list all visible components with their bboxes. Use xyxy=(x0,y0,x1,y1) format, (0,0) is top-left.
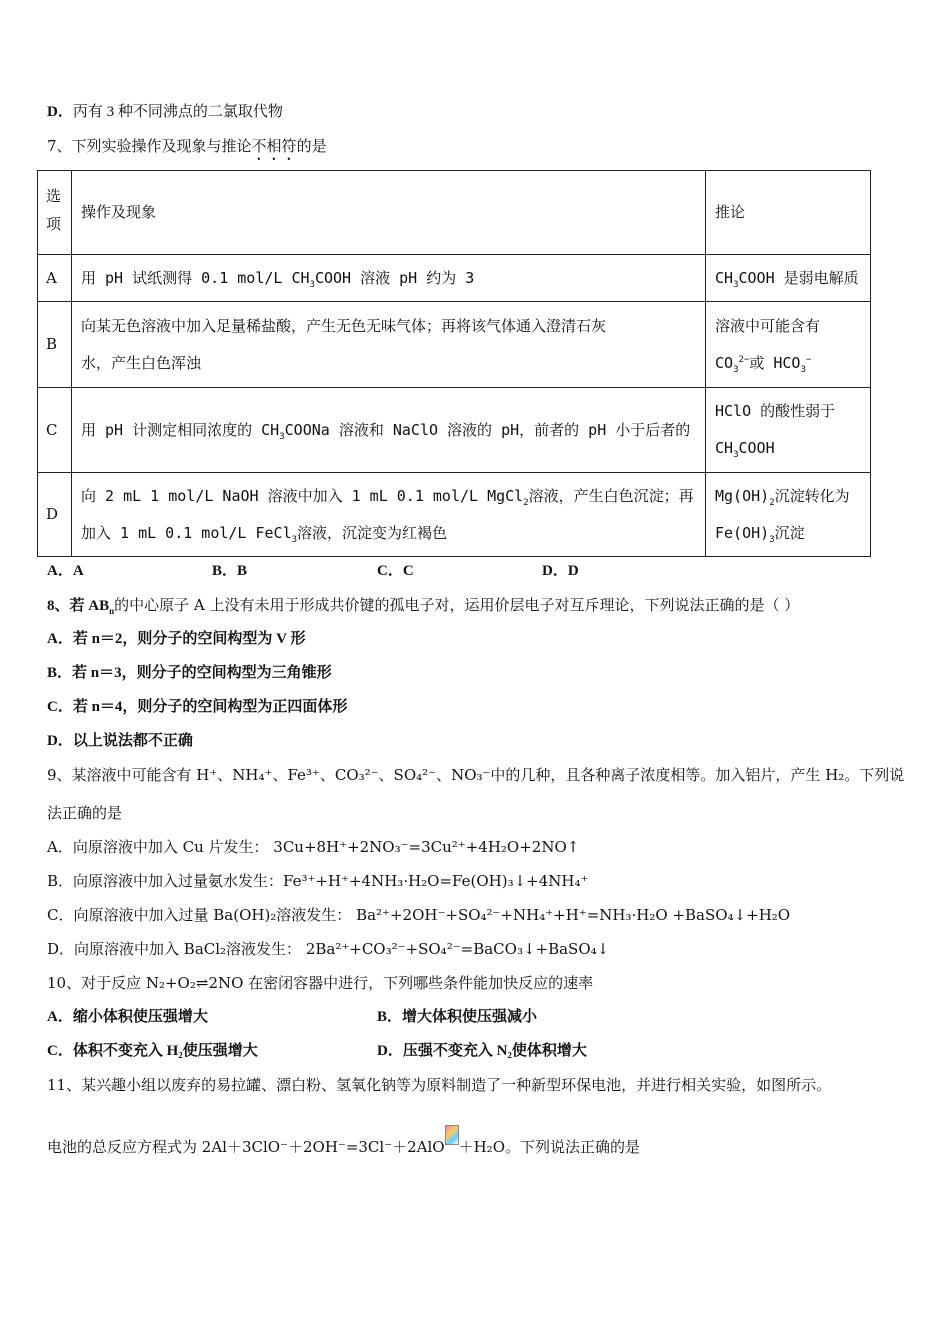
q10-option-a: A．缩小体积使压强增大 xyxy=(47,1009,208,1025)
table-row: B 向某无色溶液中加入足量稀盐酸，产生无色无味气体；再将该气体通入澄清石灰 水，产生白色浑浊 溶液中可能含有 $CO_3^{2-}$或 $HCO_3^-$ xyxy=(38,302,871,388)
table-header-row xyxy=(38,171,871,255)
header-operation: 操作及现象 xyxy=(72,171,706,255)
q8-stem: 8、若 $AB_n$的中心原子 A 上没有未用于形成共价键的孤电子对，运用价层电子对互斥理论，下列说法正确的是（ ） xyxy=(47,596,800,616)
q8-option-a: A．若 n＝2，则分子的空间构型为 V 形 xyxy=(47,631,306,647)
q6-option-d: D．丙有 3 种不同沸点的二氯取代物 xyxy=(47,104,283,120)
q9-stem-line2: 法正确的是 xyxy=(47,804,123,822)
broken-image-icon xyxy=(445,1125,459,1145)
q8-option-c: C．若 n＝4，则分子的空间构型为正四面体形 xyxy=(47,699,348,715)
q9-option-a: A．向原溶液中加入 Cu 片发生： 3Cu+8H⁺+2NO₃⁻=3Cu²⁺+4H₂O+2NO↑ xyxy=(47,838,580,856)
q7-choice-b: B．B xyxy=(212,563,248,579)
header-option: 选项 xyxy=(38,171,72,255)
q7-choice-d: D．D xyxy=(542,563,579,579)
q10-option-d: D．压强不变充入 N₂使体积增大 xyxy=(377,1043,587,1059)
table-row: A 用 pH 试纸测得 0.1 mol/L $CH_3COOH$ 溶液 pH 约为 3 $CH_3COOH$ 是弱电解质 xyxy=(38,255,871,302)
q10-stem: 10、对于反应 N₂+O₂⇌2NO 在密闭容器中进行，下列哪些条件能加快反应的速率 xyxy=(47,974,594,992)
table-row: D 向 2 mL 1 mol/L NaOH 溶液中加入 1 mL 0.1 mol/L MgCl$_2$溶液，产生白色沉淀；再 加入 1 mL 0.1 mol/L FeCl$_3$溶液，沉淀变为红褐色 $Mg(OH)_2$沉淀转化为 $Fe(OH)_3$沉淀 xyxy=(38,473,871,557)
table-row: C 用 pH 计测定相同浓度的 $CH_3COONa$ 溶液和 NaClO 溶液的 pH，前者的 pH 小于后者的 HClO 的酸性弱于 $CH_3COOH$ xyxy=(38,388,871,473)
q9-option-b: B．向原溶液中加入过量氨水发生：Fe³⁺+H⁺+4NH₃·H₂O=Fe(OH)₃↓+4NH₄⁺ xyxy=(47,872,589,890)
q8-option-b: B．若 n＝3，则分子的空间构型为三角锥形 xyxy=(47,665,332,681)
q9-option-d: D．向原溶液中加入 BaCl₂溶液发生： 2Ba²⁺+CO₃²⁻+SO₄²⁻=BaCO₃↓+BaSO₄↓ xyxy=(47,940,610,958)
q8-option-d: D．以上说法都不正确 xyxy=(47,733,193,749)
q10-option-b: B．增大体积使压强减小 xyxy=(377,1009,538,1025)
header-inference: 推论 xyxy=(706,171,871,255)
q9-option-c: C．向原溶液中加入过量 Ba(OH)₂溶液发生： Ba²⁺+2OH⁻+SO₄²⁻+NH₄⁺+H⁺=NH₃·H₂O +BaSO₄↓+H₂O xyxy=(47,906,791,924)
q11-stem-line2: 电池的总反应方程式为 2Al＋3ClO⁻＋2OH⁻=3Cl⁻＋2AlO ＋H₂O。下列说法正确的是 xyxy=(47,1137,640,1157)
q10-option-c: C．体积不变充入 H₂使压强增大 xyxy=(47,1043,258,1059)
q11-stem-line1: 11、某兴趣小组以废弃的易拉罐、漂白粉、氢氧化钠等为原料制造了一种新型环保电池，并进行相关实验，如图所示。 xyxy=(47,1076,832,1094)
q7-stem: 7、下列实验操作及现象与推论不相符的是 xyxy=(47,137,327,155)
q7-choice-c: C．C xyxy=(377,563,414,579)
q9-stem-line1: 9、某溶液中可能含有 H⁺、NH₄⁺、Fe³⁺、CO₃²⁻、SO₄²⁻、NO₃⁻中的几种，且各种离子浓度相等。加入铝片，产生 H₂。下列说 xyxy=(47,766,905,784)
q7-choice-a: A．A xyxy=(47,563,84,579)
q7-table xyxy=(37,170,871,557)
